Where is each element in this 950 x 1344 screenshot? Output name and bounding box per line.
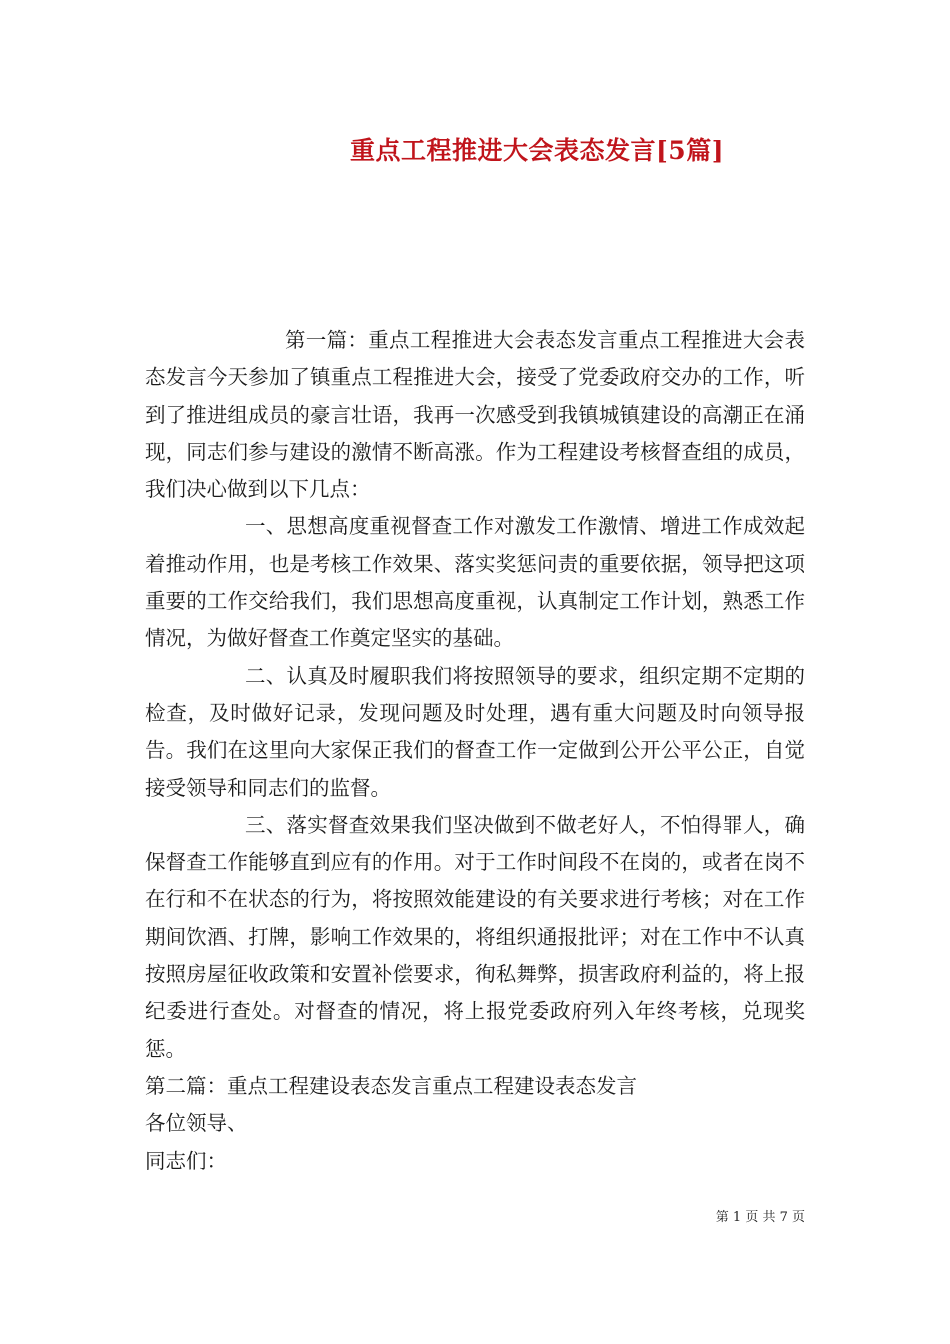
- salutation-leaders: 各位领导、: [145, 1111, 248, 1136]
- paragraph-point-two: 二、认真及时履职我们将按照领导的要求，组织定期不定期的检查，及时做好记录，发现问题及时处理，遇有重大问题及时向领导报告。我们在这里向大家保正我们的督查工作一定做到公开公平公正，自觉接受领导和同志们的监督。: [145, 663, 805, 800]
- document-title: 重点工程推进大会表态发言[5篇]: [349, 136, 725, 165]
- section-two-heading: 第二篇：重点工程建设表态发言重点工程建设表态发言: [145, 1073, 637, 1098]
- page-number-footer: 第 1 页 共 7 页: [715, 1210, 805, 1225]
- paragraph-point-one: 一、思想高度重视督查工作对激发工作激情、增进工作成效起着推动作用，也是考核工作效果、落实奖惩问责的重要依据，领导把这项重要的工作交给我们，我们思想高度重视，认真制定工作计划，熟悉工作情况，为做好督查工作奠定坚实的基础。: [145, 514, 805, 651]
- document-body: [145, 322, 805, 1180]
- paragraph-intro: 第一篇：重点工程推进大会表态发言重点工程推进大会表态发言今天参加了镇重点工程推进大会，接受了党委政府交办的工作，听到了推进组成员的豪言壮语，我再一次感受到我镇城镇建设的高潮正在涌现，同志们参与建设的激情不断高涨。作为工程建设考核督查组的成员，我们决心做到以下几点：: [145, 328, 805, 502]
- paragraph-point-three: 三、落实督查效果我们坚决做到不做老好人，不怕得罪人，确保督查工作能够直到应有的作用。对于工作时间段不在岗的，或者在岗不在行和不在状态的行为，将按照效能建设的有关要求进行考核；对在工作期间饮酒、打牌，影响工作效果的，将组织通报批评；对在工作中不认真按照房屋征收政策和安置补偿要求，徇私舞弊，损害政府利益的，将上报纪委进行查处。对督查的情况，将上报党委政府列入年终考核，兑现奖惩。: [145, 812, 805, 1061]
- salutation-comrades: 同志们：: [145, 1148, 227, 1173]
